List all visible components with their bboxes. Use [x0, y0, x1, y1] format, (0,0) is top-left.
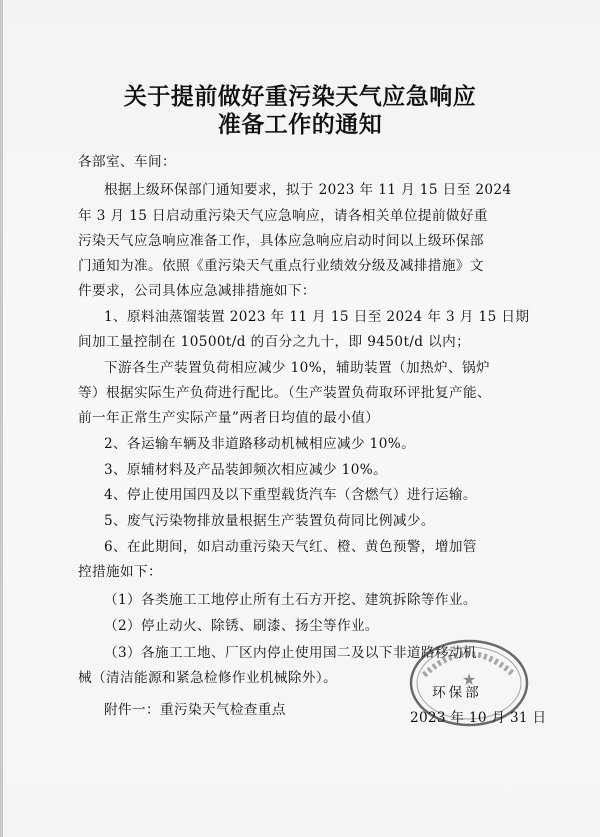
paragraph-line: 间加工量控制在 10500t/d 的百分之九十，即 9450t/d 以内；: [78, 334, 471, 350]
measure-item-3: 3、原辅材料及产品装卸频次相应减少 10%。: [104, 462, 388, 478]
paragraph-line: 下游各生产装置负荷相应减少 10%，辅助装置（加热炉、锅炉: [104, 360, 490, 376]
measure-item-4: 4、停止使用国四及以下重型载货汽车（含燃气）进行运输。: [104, 487, 477, 503]
paragraph-line: 械（清洁能源和紧急检修作业机械除外）。: [78, 670, 338, 686]
signature-department: 环保部: [432, 685, 482, 701]
paragraph-line: 年 3 月 15 日启动重污染天气应急响应，请各相关单位提前做好重: [78, 208, 488, 224]
paragraph-line: 根据上级环保部门通知要求，拟于 2023 年 11 月 15 日至 2024: [104, 182, 512, 198]
measure-item-1: 1、原料油蒸馏装置 2023 年 11 月 15 日至 2024 年 3 月 15 日期: [104, 309, 530, 325]
paragraph-line: 件要求，公司具体应急减排措施如下：: [78, 283, 316, 299]
paragraph-line: 前一年正常生产实际产量”两者日均值的最小值）: [78, 410, 380, 426]
paragraph-line: 门通知为准。依照《重污染天气重点行业绩效分级及减排措施》文: [78, 258, 484, 274]
sub-item-3: （3）各施工工地、厂区内停止使用国二及以下非道路移动机: [104, 645, 477, 661]
paragraph-line: 等）根据实际生产负荷进行配比。（生产装置负荷取环评批复产能、: [78, 385, 492, 401]
attachment-line: 附件一：重污染天气检查重点: [104, 702, 286, 718]
sub-item-1: （1）各类施工工地停止所有土石方开挖、建筑拆除等作业。: [104, 592, 477, 608]
sub-item-2: （2）停止动火、除锈、刷漆、扬尘等作业。: [104, 618, 379, 634]
document-title-line-1: 关于提前做好重污染天气应急响应: [123, 83, 477, 110]
document-title-line-2: 准备工作的通知: [217, 111, 383, 138]
measure-item-5: 5、废气污染物排放量根据生产装置负荷同比例减少。: [104, 513, 435, 529]
salutation: 各部室、车间：: [78, 154, 176, 170]
signature-date: 2023 年 10 月 31 日: [410, 710, 547, 726]
measure-item-6: 6、在此期间，如启动重污染天气红、橙、黄色预警，增加管: [104, 539, 477, 555]
svg-text:★: ★: [461, 670, 477, 689]
paragraph-line: 控措施如下：: [78, 564, 162, 580]
paragraph-line: 污染天气应急响应准备工作，具体应急响应启动时间以上级环保部: [78, 233, 484, 249]
measure-item-2: 2、各运输车辆及非道路移动机械相应减少 10%。: [104, 436, 416, 452]
